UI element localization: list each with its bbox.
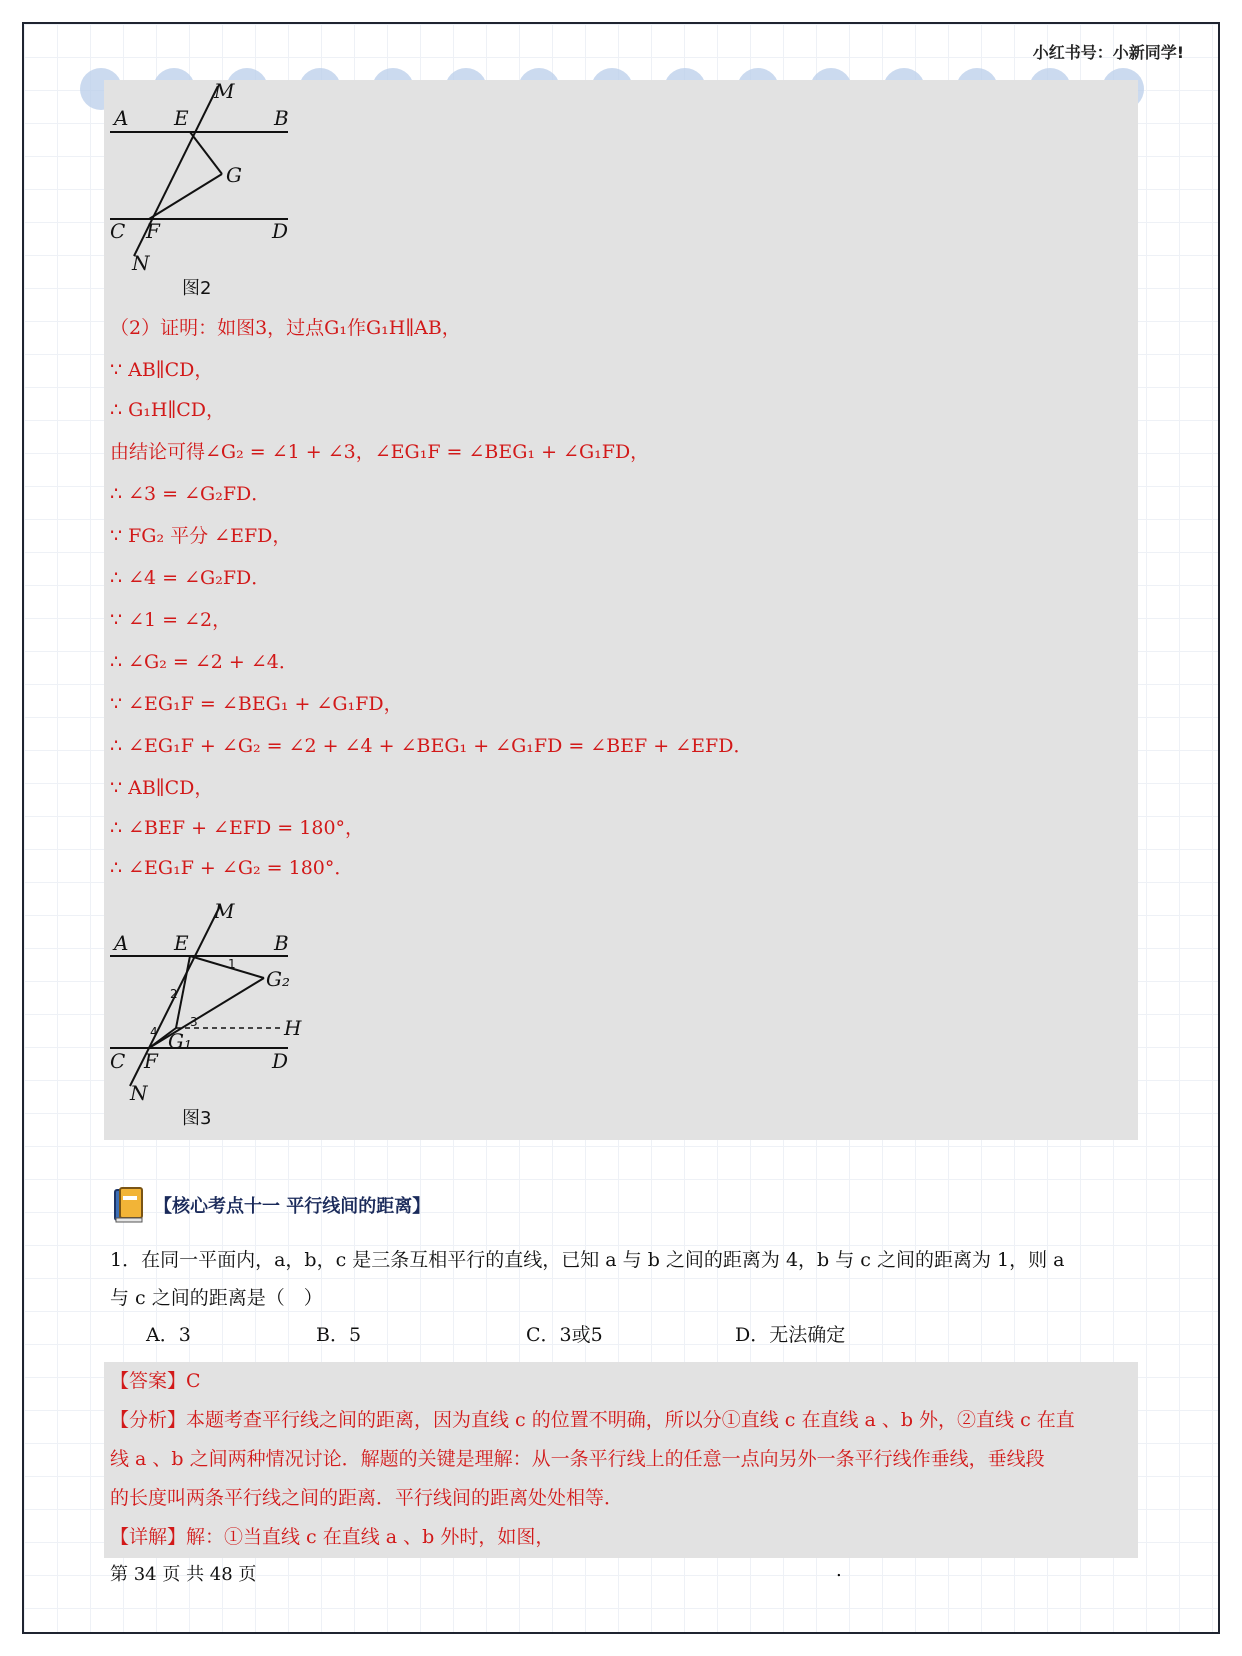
fig2-label-N: N — [132, 251, 150, 275]
figure-3-diagram — [104, 898, 404, 1128]
fig3-label-B: B — [274, 931, 289, 955]
fig3-angle-2: 2 — [170, 987, 178, 1001]
option-b: B．5 — [316, 1324, 362, 1346]
fig2-label-C: C — [110, 219, 126, 243]
proof-line: ∵ FG₂ 平分 ∠EFD， — [110, 525, 292, 547]
section-heading — [112, 1185, 430, 1225]
fig2-caption: 图2 — [182, 278, 212, 299]
detail-line: 【详解】解：①当直线 c 在直线 a 、b 外时，如图， — [110, 1526, 555, 1548]
fig3-label-A: A — [114, 931, 129, 955]
page-number: 第 34 页 共 48 页 — [110, 1564, 257, 1585]
fig2-label-B: B — [274, 106, 289, 130]
fig3-caption: 图3 — [182, 1108, 212, 1129]
analysis-line: 的长度叫两条平行线之间的距离．平行线间的距离处处相等． — [110, 1487, 624, 1509]
question-line-2: 与 c 之间的距离是（ ） — [110, 1287, 323, 1309]
fig3-label-G1: G₁ — [168, 1029, 192, 1053]
fig2-label-G: G — [226, 163, 242, 187]
proof-line: ∵ ∠EG₁F = ∠BEG₁ + ∠G₁FD， — [110, 693, 403, 715]
proof-line: ∴ ∠EG₁F + ∠G₂ = ∠2 + ∠4 + ∠BEG₁ + ∠G₁FD = ∠BEF + ∠EFD． — [110, 735, 753, 757]
fig3-angle-1: 1 — [228, 957, 236, 971]
answer-line: 【答案】C — [110, 1370, 201, 1392]
option-d: D．无法确定 — [735, 1324, 846, 1346]
fig2-label-F: F — [146, 219, 160, 243]
proof-line: ∴ ∠G₂ = ∠2 + ∠4． — [110, 651, 298, 673]
section-title: 【核心考点十一 平行线间的距离】 — [154, 1196, 431, 1217]
proof-line: （2）证明：如图3，过点G₁作G₁H∥AB， — [110, 317, 461, 339]
book-icon — [112, 1186, 146, 1224]
question-line-1: 1．在同一平面内，a，b，c 是三条互相平行的直线，已知 a 与 b 之间的距离为 4，b 与 c 之间的距离为 1，则 a — [110, 1249, 1065, 1271]
fig2-label-E: E — [174, 106, 189, 130]
analysis-line: 线 a 、b 之间两种情况讨论．解题的关键是理解：从一条平行线上的任意一点向另外一条平行线作垂线，垂线段 — [110, 1448, 1045, 1470]
fig2-label-A: A — [114, 106, 129, 130]
option-a: A．3 — [146, 1324, 191, 1346]
fig3-label-E: E — [174, 931, 189, 955]
fig3-label-M: M — [214, 899, 235, 923]
proof-line: ∴ ∠3 = ∠G₂FD． — [110, 483, 271, 505]
fig2-label-M: M — [214, 79, 235, 103]
fig3-angle-3: 3 — [190, 1015, 198, 1029]
figure-2-diagram — [104, 80, 404, 310]
footer-dot: . — [836, 1560, 842, 1581]
fig3-angle-4: 4 — [150, 1025, 158, 1039]
proof-line: ∴ ∠EG₁F + ∠G₂ = 180°． — [110, 857, 354, 879]
proof-line: ∵ ∠1 = ∠2， — [110, 609, 232, 631]
figure-2 — [104, 80, 404, 314]
proof-line: ∴ G₁H∥CD， — [110, 399, 226, 421]
proof-line: ∴ ∠BEF + ∠EFD = 180°， — [110, 817, 365, 839]
fig3-label-F: F — [144, 1049, 158, 1073]
proof-line: ∵ AB∥CD， — [110, 359, 214, 381]
proof-line: 由结论可得∠G₂ = ∠1 + ∠3，∠EG₁F = ∠BEG₁ + ∠G₁FD， — [110, 441, 650, 463]
proof-line: ∵ AB∥CD， — [110, 777, 214, 799]
fig3-label-H: H — [284, 1016, 302, 1040]
fig2-label-D: D — [272, 219, 289, 243]
figure-3 — [104, 898, 404, 1132]
option-c: C．3或5 — [526, 1324, 603, 1346]
proof-line: ∴ ∠4 = ∠G₂FD． — [110, 567, 271, 589]
fig3-label-N: N — [130, 1081, 148, 1105]
analysis-line: 【分析】本题考查平行线之间的距离，因为直线 c 的位置不明确，所以分①直线 c 在直线 a 、b 外，②直线 c 在直 — [110, 1409, 1075, 1431]
fig3-label-D: D — [272, 1049, 289, 1073]
fig3-label-G2: G₂ — [266, 967, 290, 991]
watermark: 小红书号：小新同学! — [1032, 43, 1184, 62]
fig3-label-C: C — [110, 1049, 126, 1073]
